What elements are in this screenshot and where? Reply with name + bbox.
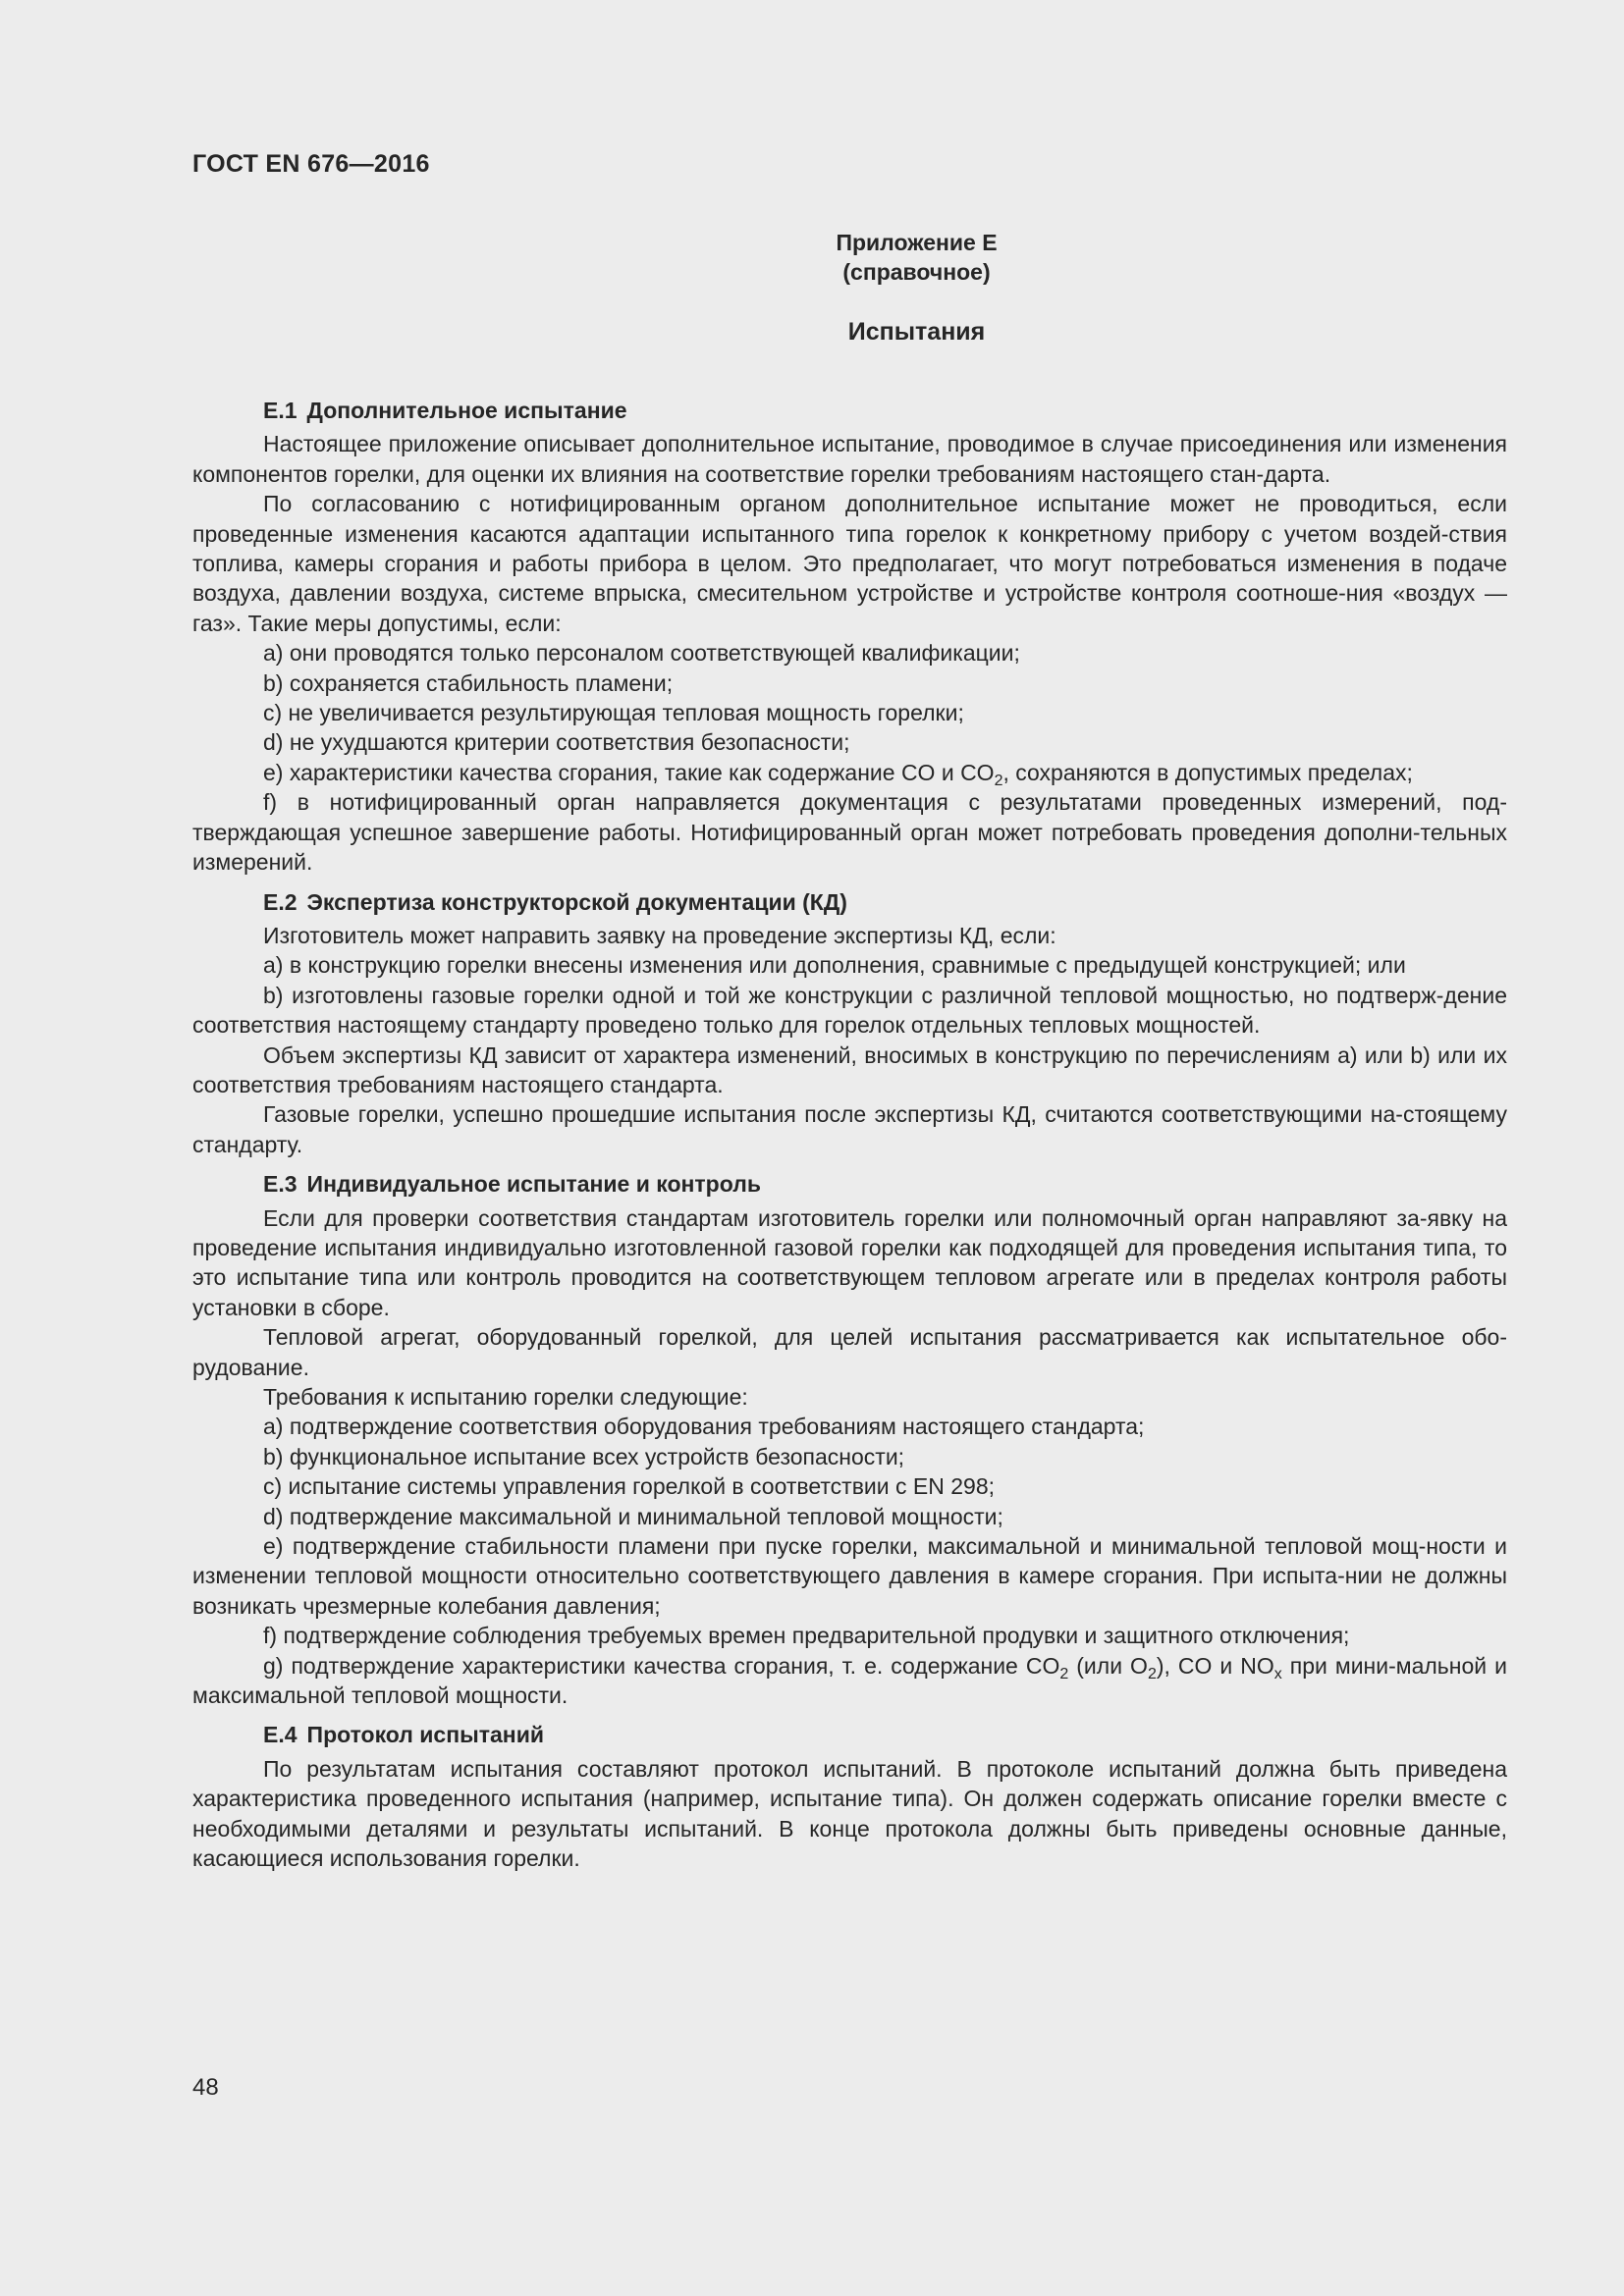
paragraph: Газовые горелки, успешно прошедшие испытания после экспертизы КД, считаются соответствующими на-стоящему стандарту. (192, 1101, 1507, 1157)
paragraph: По согласованию с нотифицированным органом дополнительное испытание может не проводиться, если проведенные изменения касаются адаптации испытанного типа горелок к конкретному прибору с учетом воздей-ствия топлива, камеры сгорания и работы прибора в целом. Это предполагает, что могут потребоваться изменения в подаче воздуха, давлении воздуха, системе впрыска, смесительном устройстве и устройстве контроля соотноше-ния «воздух — газ». Такие меры допустимы, если: (192, 491, 1507, 636)
standard-designation: ГОСТ EN 676—2016 (192, 150, 430, 178)
list-item: a) подтверждение соответствия оборудования требованиям настоящего стандарта; (263, 1414, 1145, 1440)
list-item (192, 1651, 1507, 1711)
section-title: Дополнительное испытание (306, 398, 627, 423)
section-title: Индивидуальное испытание и контроль (306, 1171, 761, 1198)
section-title: Экспертиза конструкторской документации (КД) (306, 888, 847, 915)
list-item: d) не ухудшаются критерии соответствия безопасности; (263, 729, 850, 756)
list-item: a) в конструкцию горелки внесены изменения или дополнения, сравнимые с предыдущей конструкцией; или (263, 952, 1406, 979)
list-item: c) не увеличивается результирующая тепловая мощность горелки; (263, 700, 964, 726)
paragraph: Если для проверки соответствия стандартам изготовитель горелки или полномочный орган направляют за-явку на проведение испытания индивидуально изготовленной газовой горелки как подходящей для проведения испытания типа, то это испытание типа или контроль проводится на соответствующем тепловом агрегате или в пределах контроля работы установки в сборе. (192, 1204, 1507, 1320)
list-item: a) они проводятся только персоналом соответствующей квалификации; (263, 640, 1020, 667)
section-heading-e2 (192, 887, 1507, 917)
list-item: d) подтверждение максимальной и минимальной тепловой мощности; (263, 1503, 1003, 1529)
paragraph: Настоящее приложение описывает дополнительное испытание, проводимое в случае присоединения или изменения компонентов горелки, для оценки их влияния на соответствие горелки требованиям настоящего стан-дарта. (192, 431, 1507, 487)
section-heading-e4 (192, 1720, 1507, 1749)
appendix-heading (0, 228, 1624, 287)
page-number: 48 (192, 2074, 219, 2101)
list-item-text: (или O (1068, 1652, 1148, 1679)
paragraph: Тепловой агрегат, оборудованный горелкой, для целей испытания рассматривается как испытательное обо-рудование. (192, 1324, 1507, 1380)
list-item: e) подтверждение стабильности пламени при пуске горелки, максимальной и минимальной тепловой мощ-ности и изменении тепловой мощности относительно соответствующего давления в камере сгорания. При испыта-нии не должны возникать чрезмерные колебания давления; (192, 1533, 1507, 1619)
list-item: b) изготовлены газовые горелки одной и той же конструкции с различной тепловой мощностью, но подтверж-дение соответствия настоящему стандарту проведено только для горелок отдельных тепловых мощностей. (192, 982, 1507, 1039)
section-number: Е.2 (263, 888, 298, 915)
list-item: f) в нотифицированный орган направляется документация с результатами проведенных измерений, под-тверждающая успешное завершение работы. Нотифицированный орган может потребовать проведения дополни-тельных измерений. (192, 789, 1507, 876)
section-title: Протокол испытаний (306, 1722, 544, 1748)
list-item-text: ), CO и NO (1156, 1652, 1274, 1679)
paragraph: По результатам испытания составляют протокол испытаний. В протоколе испытаний должна быть приведена характеристика проведенного испытания (например, испытание типа). Он должен содержать описание горелки вместе с необходимыми деталями и результаты испытаний. В конце протокола должны быть приведены основные данные, касающиеся использования горелки. (192, 1755, 1507, 1872)
subscript: 2 (1059, 1665, 1069, 1682)
subscript: x (1273, 1665, 1282, 1682)
list-item: b) сохраняется стабильность пламени; (263, 669, 674, 696)
list-item-text: e) характеристики качества сгорания, такие как содержание CO и CO (263, 759, 995, 785)
list-item (192, 758, 1507, 787)
paragraph: Изготовитель может направить заявку на проведение экспертизы КД, если: (263, 922, 1056, 948)
list-item-text: , сохраняются в допустимых пределах; (1002, 759, 1413, 785)
list-item: f) подтверждение соблюдения требуемых времен предварительной продувки и защитного отключения; (263, 1623, 1350, 1649)
list-item-text: при мини-мальной и максимальной тепловой мощности. (192, 1652, 1507, 1709)
section-number: Е.4 (263, 1722, 298, 1748)
list-item: c) испытание системы управления горелкой в соответствии с EN 298; (263, 1473, 996, 1500)
appendix-title: Испытания (847, 318, 986, 346)
list-item: b) функциональное испытание всех устройств безопасности; (263, 1443, 905, 1469)
section-number: Е.3 (263, 1171, 298, 1198)
list-item-text: g) подтверждение характеристики качества сгорания, т. е. содержание CO (263, 1652, 1060, 1679)
section-heading-e1 (192, 396, 1507, 425)
paragraph: Объем экспертизы КД зависит от характера изменений, вносимых в конструкцию по перечислениям a) или b) или их соответствия требованиям настоящего стандарта. (192, 1041, 1507, 1097)
section-heading-e3 (192, 1169, 1507, 1199)
document-body (192, 396, 1507, 1874)
paragraph: Требования к испытанию горелки следующие: (263, 1384, 748, 1410)
appendix-label: Приложение Е (836, 230, 998, 255)
appendix-status: (справочное) (842, 259, 991, 285)
subscript: 2 (1147, 1665, 1157, 1682)
subscript: 2 (994, 772, 1003, 789)
section-number: Е.1 (263, 398, 298, 423)
appendix-title-block (0, 318, 1624, 347)
